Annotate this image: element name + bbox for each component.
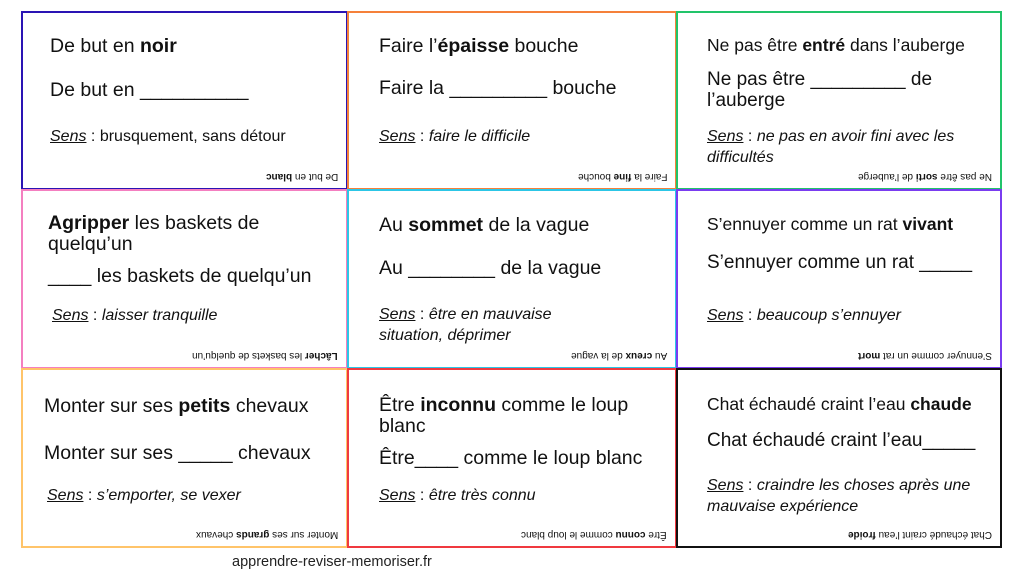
expression-blank: Monter sur ses _____ chevaux bbox=[44, 442, 311, 464]
meaning: Sens : ne pas en avoir fini avec les difficultés bbox=[707, 128, 955, 166]
expression-wrong: Chat échaudé craint l’eau chaude bbox=[707, 394, 972, 414]
meaning: Sens : faire le difficile bbox=[379, 128, 531, 145]
expression-wrong: De but en noir bbox=[50, 35, 177, 57]
flashcard[interactable] bbox=[676, 189, 1002, 369]
flashcard[interactable] bbox=[21, 11, 348, 190]
answer-upside-down: S’ennuyer comme un rat mort bbox=[858, 350, 992, 361]
expression-blank: Être____ comme le loup blanc bbox=[379, 447, 643, 469]
expression-blank: Faire la _________ bouche bbox=[379, 77, 617, 99]
flashcard[interactable] bbox=[21, 189, 348, 369]
meaning: Sens : beaucoup s’ennuyer bbox=[707, 307, 901, 324]
wrong-word: vivant bbox=[902, 214, 954, 234]
sens-label: Sens bbox=[379, 128, 416, 145]
wrong-word: chaude bbox=[910, 394, 972, 414]
meaning: Sens : être en mauvaise situation, déprimer bbox=[379, 306, 552, 344]
meaning-text: être en mauvaise situation, déprimer bbox=[379, 306, 552, 344]
expression-wrong: Faire l’épaisse bouche bbox=[379, 35, 579, 57]
meaning: Sens : s’emporter, se vexer bbox=[47, 487, 241, 504]
expression-wrong: Monter sur ses petits chevaux bbox=[44, 395, 309, 417]
meaning: Sens : être très connu bbox=[379, 487, 536, 504]
expression-wrong: Agripper les baskets de quelqu’un bbox=[48, 212, 260, 255]
answer-upside-down: Lâcher les baskets de quelqu’un bbox=[192, 350, 338, 361]
meaning-text: beaucoup s’ennuyer bbox=[756, 307, 901, 324]
site-footer: apprendre-reviser-memoriser.fr bbox=[232, 554, 432, 570]
answer-upside-down: De but en blanc bbox=[265, 171, 338, 182]
meaning: Sens : brusquement, sans détour bbox=[50, 128, 286, 145]
expression-wrong: Être inconnu comme le loup blanc bbox=[379, 394, 629, 437]
meaning: Sens : laisser tranquille bbox=[52, 307, 218, 324]
flashcard[interactable] bbox=[347, 11, 677, 190]
wrong-word: Agripper bbox=[48, 212, 130, 234]
expression-wrong: Au sommet de la vague bbox=[379, 214, 590, 236]
expression-blank: S’ennuyer comme un rat _____ bbox=[707, 252, 973, 273]
wrong-word: épaisse bbox=[437, 35, 510, 57]
expression-wrong: S’ennuyer comme un rat vivant bbox=[707, 214, 954, 234]
sens-label: Sens bbox=[47, 487, 84, 504]
sens-label: Sens bbox=[50, 128, 87, 145]
sens-label: Sens bbox=[707, 307, 744, 324]
expression-blank: Chat échaudé craint l’eau_____ bbox=[707, 430, 976, 451]
answer-upside-down: Faire la fine bouche bbox=[577, 171, 667, 182]
expression-blank: Ne pas être _________ de l’auberge bbox=[707, 69, 933, 111]
answer-upside-down: Monter sur ses grands chevaux bbox=[195, 529, 338, 540]
flashcard[interactable] bbox=[347, 189, 677, 369]
wrong-word: petits bbox=[178, 395, 231, 417]
wrong-word: sommet bbox=[408, 214, 484, 236]
flashcard[interactable] bbox=[347, 368, 677, 548]
expression-blank: De but en __________ bbox=[50, 79, 249, 101]
meaning-text: laisser tranquille bbox=[101, 307, 218, 324]
flashcard[interactable] bbox=[676, 11, 1002, 190]
wrong-word: entré bbox=[802, 35, 846, 55]
answer-upside-down: Chat échaudé craint l’eau froide bbox=[848, 529, 992, 540]
answer-upside-down: Être connu comme le loup blanc bbox=[521, 529, 667, 540]
sens-label: Sens bbox=[707, 477, 744, 494]
wrong-word: noir bbox=[139, 35, 177, 57]
meaning-text: s’emporter, se vexer bbox=[96, 487, 241, 504]
meaning-text: craindre les choses après une mauvaise expérience bbox=[707, 477, 971, 515]
answer-upside-down: Au creux de la vague bbox=[570, 350, 667, 361]
expression-wrong: Ne pas être entré dans l’auberge bbox=[707, 35, 965, 55]
flashcard[interactable] bbox=[676, 368, 1002, 548]
expression-blank: ____ les baskets de quelqu’un bbox=[48, 265, 312, 287]
sens-label: Sens bbox=[379, 306, 416, 323]
meaning-text: faire le difficile bbox=[428, 128, 531, 145]
flashcard[interactable] bbox=[21, 368, 348, 548]
wrong-word: inconnu bbox=[420, 394, 497, 416]
sens-label: Sens bbox=[707, 128, 744, 145]
sens-label: Sens bbox=[52, 307, 89, 324]
flashcard-grid bbox=[21, 11, 1002, 548]
meaning: Sens : craindre les choses après une mauvaise expérience bbox=[707, 477, 971, 515]
sens-label: Sens bbox=[379, 487, 416, 504]
meaning-text: ne pas en avoir fini avec les difficultés bbox=[707, 128, 955, 166]
meaning-text: être très connu bbox=[428, 487, 536, 504]
expression-blank: Au ________ de la vague bbox=[379, 257, 602, 279]
meaning-text: brusquement, sans détour bbox=[99, 128, 286, 145]
answer-upside-down: Ne pas être sorti de l’auberge bbox=[858, 171, 992, 182]
